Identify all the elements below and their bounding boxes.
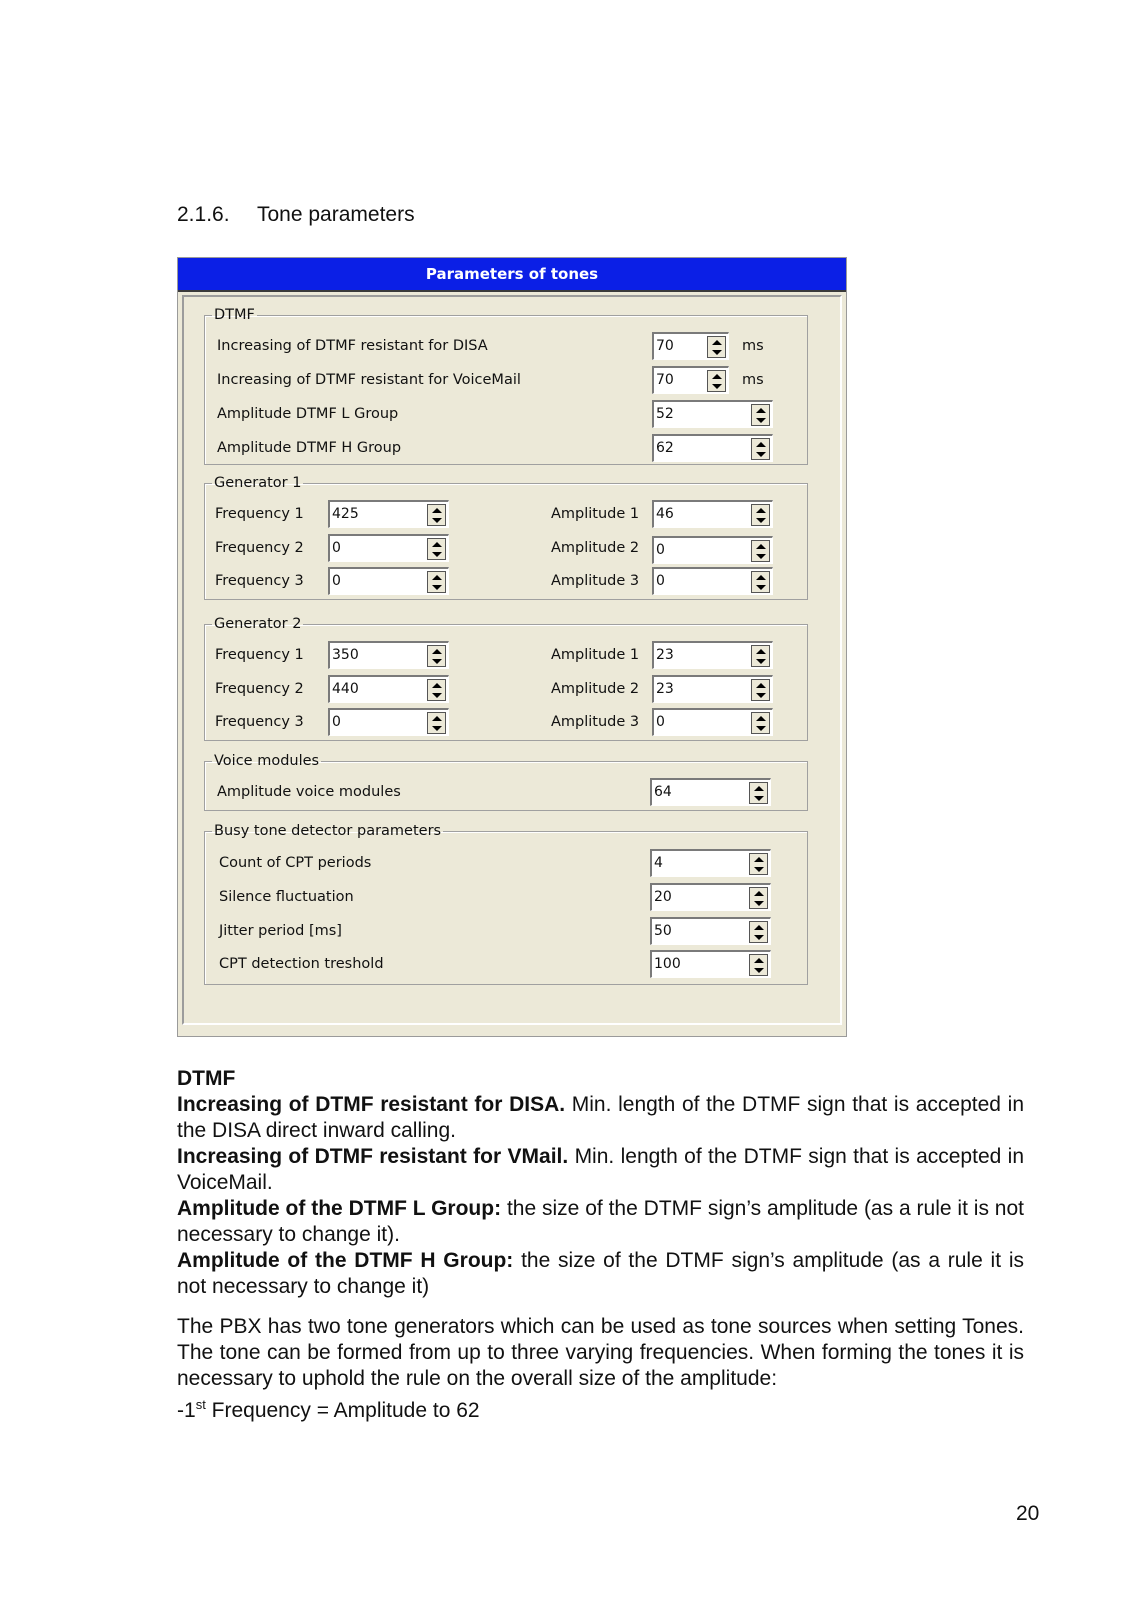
spin-arrows-icon[interactable] — [751, 540, 770, 562]
dtmf-h-amplitude-label: Amplitude DTMF H Group — [217, 440, 402, 456]
tone-parameters-dialog — [177, 257, 847, 1037]
dtmf-l-amplitude-label: Amplitude DTMF L Group — [217, 406, 399, 422]
dtmf-l-amplitude-spinner[interactable] — [652, 400, 773, 428]
voice-modules-group — [204, 753, 808, 811]
jitter-period-label: Jitter period [ms] — [219, 923, 342, 939]
spin-arrows-icon[interactable] — [751, 679, 770, 701]
gen2-amplitude-3-value[interactable]: 0 — [656, 714, 665, 730]
dtmf-h-amplitude-value[interactable]: 62 — [656, 440, 674, 456]
gen1-amplitude-3-value[interactable]: 0 — [656, 573, 665, 589]
gen1-amplitude-2-value[interactable]: 0 — [656, 542, 665, 558]
gen1-amplitude-1-value[interactable]: 46 — [656, 506, 674, 522]
dtmf-group — [204, 307, 808, 465]
gen1-amplitude-2-spinner[interactable] — [652, 536, 773, 564]
dialog-title: Parameters of tones — [178, 258, 846, 292]
gen2-frequency-1-value[interactable]: 350 — [332, 647, 359, 663]
gen1-amplitude-1-spinner[interactable] — [652, 500, 773, 528]
spin-arrows-icon[interactable] — [707, 370, 726, 392]
jitter-period-value[interactable]: 50 — [654, 923, 672, 939]
gen1-frequency-3-value[interactable]: 0 — [332, 573, 341, 589]
disa-resistance-spinner[interactable] — [652, 332, 729, 360]
voicemail-unit: ms — [742, 372, 764, 388]
spin-arrows-icon[interactable] — [751, 712, 770, 734]
spin-arrows-icon[interactable] — [749, 954, 768, 976]
spin-arrows-icon[interactable] — [751, 504, 770, 526]
gen2-frequency-2-label: Frequency 2 — [215, 681, 304, 697]
dtmf-h-amplitude-spinner[interactable] — [652, 434, 773, 462]
cpt-periods-label: Count of CPT periods — [219, 855, 372, 871]
spin-arrows-icon[interactable] — [749, 887, 768, 909]
generator-1-legend: Generator 1 — [214, 475, 302, 491]
spin-arrows-icon[interactable] — [427, 538, 446, 560]
gen1-frequency-1-value[interactable]: 425 — [332, 506, 359, 522]
gen1-amplitude-3-spinner[interactable] — [652, 567, 773, 595]
cpt-threshold-label: CPT detection treshold — [219, 956, 384, 972]
gen2-amplitude-2-value[interactable]: 23 — [656, 681, 674, 697]
cpt-threshold-spinner[interactable] — [650, 950, 771, 978]
section-number: 2.1.6. — [177, 203, 230, 226]
gen2-frequency-1-spinner[interactable] — [328, 641, 449, 669]
gen2-amplitude-2-label: Amplitude 2 — [551, 681, 640, 697]
gen1-amplitude-3-label: Amplitude 3 — [551, 573, 640, 589]
vmail-description: Increasing of DTMF resistant for VMail. Min. length of the DTMF sign that is accepted in VoiceMail. — [177, 1145, 1025, 1194]
gen2-amplitude-2-spinner[interactable] — [652, 675, 773, 703]
generator-2-group — [204, 616, 808, 741]
generator-1-group — [204, 475, 808, 600]
gen2-amplitude-1-spinner[interactable] — [652, 641, 773, 669]
gen2-amplitude-3-spinner[interactable] — [652, 708, 773, 736]
gen1-frequency-2-spinner[interactable] — [328, 534, 449, 562]
gen2-frequency-1-label: Frequency 1 — [215, 647, 304, 663]
generator-2-legend: Generator 2 — [214, 616, 302, 632]
dtmf-legend: DTMF — [214, 307, 255, 323]
gen1-frequency-2-label: Frequency 2 — [215, 540, 304, 556]
voice-amplitude-spinner[interactable] — [650, 778, 771, 806]
cpt-threshold-value[interactable]: 100 — [654, 956, 681, 972]
gen2-frequency-3-value[interactable]: 0 — [332, 714, 341, 730]
section-title: Tone parameters — [257, 203, 415, 226]
disa-resistance-label: Increasing of DTMF resistant for DISA — [217, 338, 488, 354]
spin-arrows-icon[interactable] — [751, 438, 770, 460]
h-group-description: Amplitude of the DTMF H Group: the size of the DTMF sign’s amplitude (as a rule it is not necessary to change it) — [177, 1249, 1024, 1298]
gen1-frequency-3-label: Frequency 3 — [215, 573, 304, 589]
spin-arrows-icon[interactable] — [427, 645, 446, 667]
gen2-frequency-3-spinner[interactable] — [328, 708, 449, 736]
silence-fluctuation-value[interactable]: 20 — [654, 889, 672, 905]
dtmf-heading: DTMF — [177, 1067, 236, 1090]
gen1-frequency-2-value[interactable]: 0 — [332, 540, 341, 556]
disa-resistance-value[interactable]: 70 — [656, 338, 674, 354]
gen2-amplitude-3-label: Amplitude 3 — [551, 714, 640, 730]
voice-amplitude-value[interactable]: 64 — [654, 784, 672, 800]
voice-modules-legend: Voice modules — [214, 753, 320, 769]
spin-arrows-icon[interactable] — [751, 571, 770, 593]
dtmf-l-amplitude-value[interactable]: 52 — [656, 406, 674, 422]
spin-arrows-icon[interactable] — [427, 679, 446, 701]
cpt-periods-spinner[interactable] — [650, 849, 771, 877]
spin-arrows-icon[interactable] — [427, 571, 446, 593]
gen1-frequency-3-spinner[interactable] — [328, 567, 449, 595]
spin-arrows-icon[interactable] — [751, 645, 770, 667]
section-heading — [177, 203, 415, 227]
spin-arrows-icon[interactable] — [749, 921, 768, 943]
gen2-frequency-2-spinner[interactable] — [328, 675, 449, 703]
disa-description: Increasing of DTMF resistant for DISA. Min. length of the DTMF sign that is accepted in the DISA direct inward calling. — [177, 1093, 1024, 1142]
gen1-amplitude-1-label: Amplitude 1 — [551, 506, 640, 522]
gen2-amplitude-1-value[interactable]: 23 — [656, 647, 674, 663]
cpt-periods-value[interactable]: 4 — [654, 855, 663, 871]
dtmf-description — [177, 1066, 1024, 1424]
voicemail-resistance-value[interactable]: 70 — [656, 372, 674, 388]
spin-arrows-icon[interactable] — [707, 336, 726, 358]
frequency-rule: -1st Frequency = Amplitude to 62 — [177, 1397, 480, 1422]
spin-arrows-icon[interactable] — [749, 853, 768, 875]
silence-fluctuation-spinner[interactable] — [650, 883, 771, 911]
page-number: 20 — [1016, 1502, 1040, 1525]
busy-tone-detector-group — [204, 823, 808, 985]
spin-arrows-icon[interactable] — [427, 504, 446, 526]
gen1-frequency-1-label: Frequency 1 — [215, 506, 304, 522]
silence-fluctuation-label: Silence fluctuation — [219, 889, 354, 905]
spin-arrows-icon[interactable] — [751, 404, 770, 426]
voice-amplitude-label: Amplitude voice modules — [217, 784, 401, 800]
generators-paragraph: The PBX has two tone generators which can be used as tone sources when setting Tones. The tone can be formed from up to three varying frequencies. When forming the tones it is necessary to uphold the rule on the overall size of the amplitude: — [177, 1315, 1024, 1390]
busy-tone-legend: Busy tone detector parameters — [214, 823, 442, 839]
voicemail-resistance-spinner[interactable] — [652, 366, 729, 394]
gen2-amplitude-1-label: Amplitude 1 — [551, 647, 640, 663]
voicemail-resistance-label: Increasing of DTMF resistant for VoiceMail — [217, 372, 521, 388]
gen2-frequency-2-value[interactable]: 440 — [332, 681, 359, 697]
gen1-amplitude-2-label: Amplitude 2 — [551, 540, 640, 556]
disa-unit: ms — [742, 338, 764, 354]
l-group-description: Amplitude of the DTMF L Group: the size of the DTMF sign’s amplitude (as a rule it is not necessary to change it). — [177, 1197, 1025, 1246]
spin-arrows-icon[interactable] — [427, 712, 446, 734]
gen2-frequency-3-label: Frequency 3 — [215, 714, 304, 730]
dialog-panel — [182, 295, 842, 1025]
jitter-period-spinner[interactable] — [650, 917, 771, 945]
spin-arrows-icon[interactable] — [749, 782, 768, 804]
gen1-frequency-1-spinner[interactable] — [328, 500, 449, 528]
